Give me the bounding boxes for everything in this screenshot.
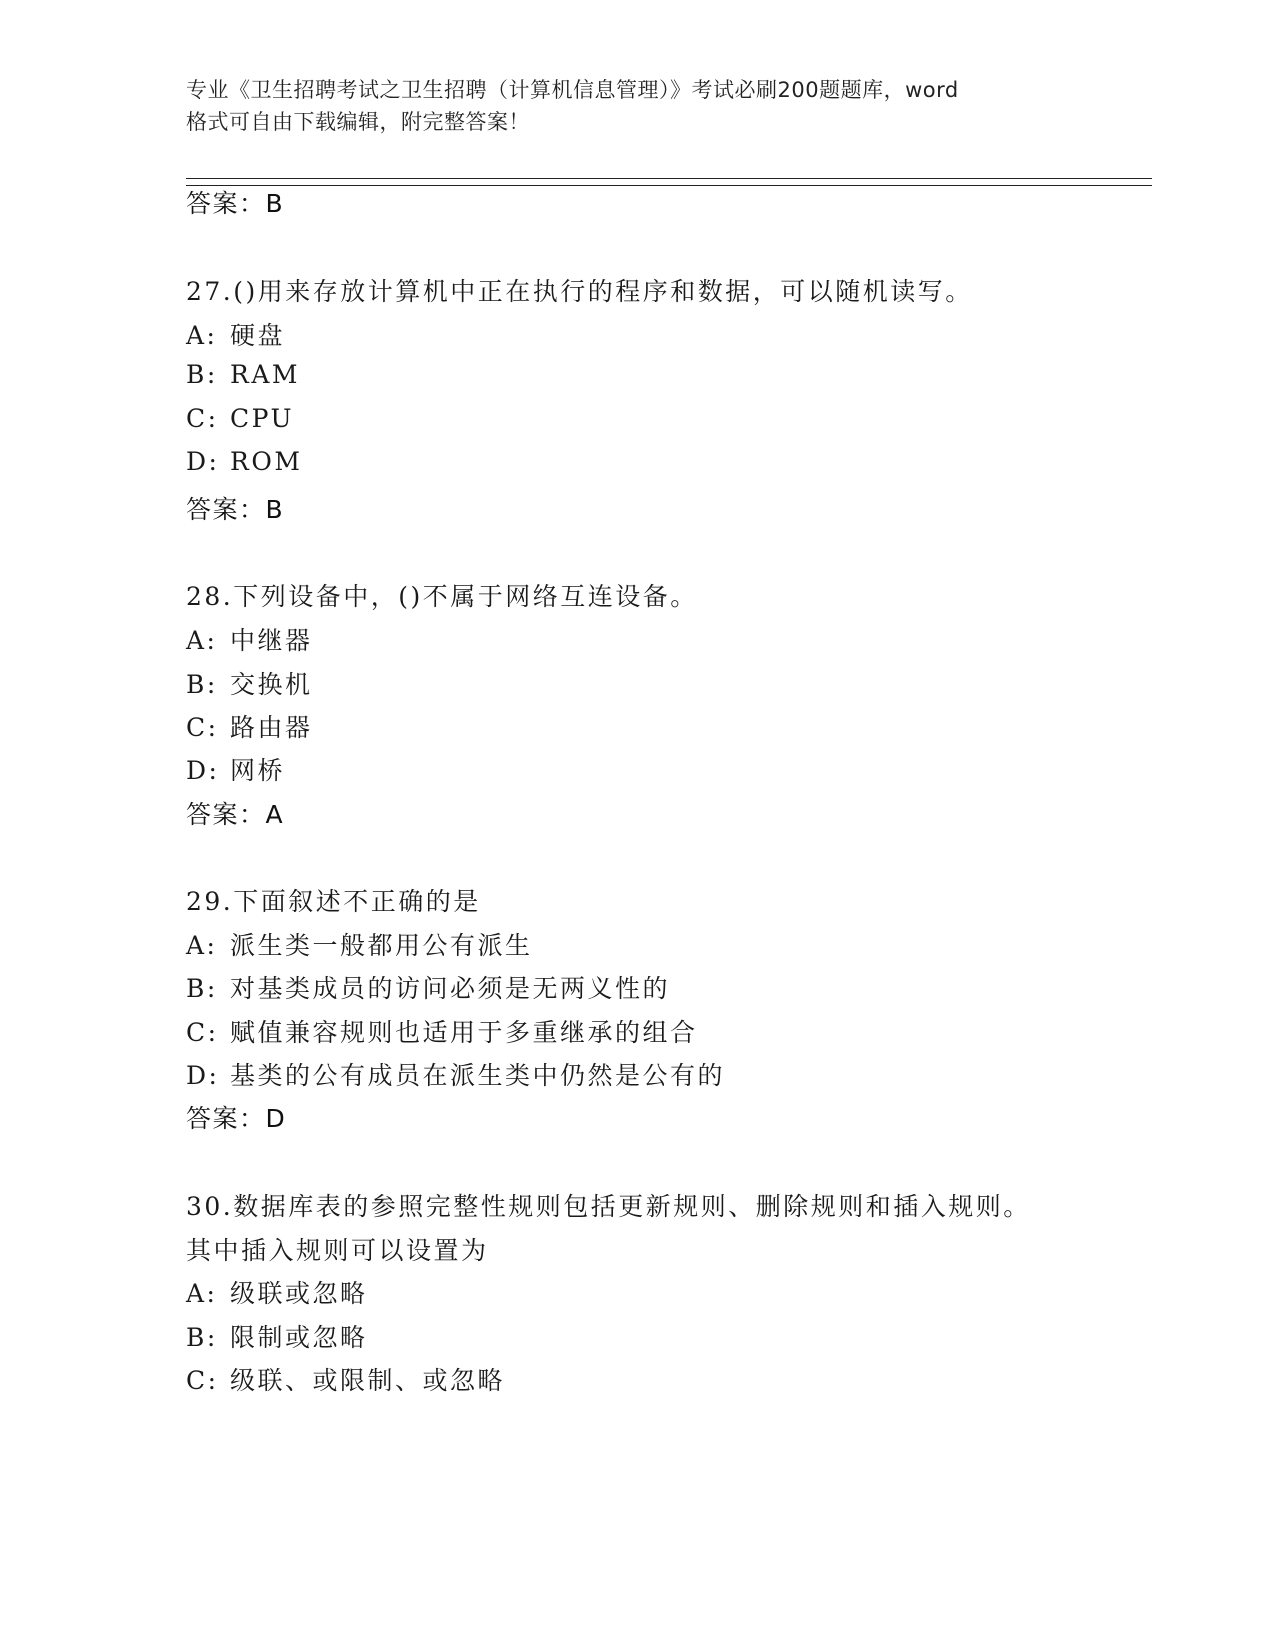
answer-26: 答案：B	[186, 189, 285, 218]
option-key: A:	[186, 321, 218, 350]
option-text: CPU	[230, 404, 295, 433]
option-text: 网桥	[230, 756, 286, 785]
option-key: D:	[186, 1061, 220, 1090]
option-text: RAM	[230, 360, 300, 389]
option-text: 赋值兼容规则也适用于多重继承的组合	[230, 1018, 698, 1047]
question-29-option-b	[186, 969, 670, 1005]
question-27-option-b	[186, 360, 300, 389]
header-line-2: 格式可自由下载编辑，附完整答案！	[186, 110, 530, 134]
question-27-option-d	[186, 447, 302, 476]
question-30-stem: 30.数据库表的参照完整性规则包括更新规则、删除规则和插入规则。	[186, 1192, 1031, 1221]
option-text: 派生类一般都用公有派生	[230, 931, 533, 960]
header-line-1: 专业《卫生招聘考试之卫生招聘（计算机信息管理）》考试必刷200题题库，word	[186, 78, 959, 102]
option-key: A:	[186, 1279, 218, 1308]
option-key: B:	[186, 1323, 218, 1352]
option-text: 限制或忽略	[230, 1323, 368, 1352]
header-divider	[186, 178, 1152, 186]
option-text: 级联、或限制、或忽略	[230, 1366, 506, 1395]
question-29-option-a	[186, 926, 533, 962]
option-key: B:	[186, 360, 218, 389]
option-key: C:	[186, 404, 219, 433]
option-text: 交换机	[230, 670, 313, 699]
question-30-option-a	[186, 1274, 368, 1310]
option-key: D:	[186, 756, 220, 785]
option-text: ROM	[230, 447, 303, 476]
option-key: D:	[186, 447, 220, 476]
answer-29: 答案：D	[186, 1104, 287, 1133]
question-28-option-b	[186, 665, 313, 701]
option-text: 中继器	[230, 626, 313, 655]
question-30-option-b	[186, 1318, 368, 1354]
page-header	[186, 74, 1086, 138]
question-27-option-c	[186, 404, 294, 433]
answer-28: 答案：A	[186, 800, 285, 829]
option-text: 级联或忽略	[230, 1279, 368, 1308]
answer-27: 答案：B	[186, 495, 285, 524]
option-text: 硬盘	[230, 321, 286, 350]
option-key: A:	[186, 626, 218, 655]
option-text: 路由器	[230, 713, 313, 742]
question-29-stem: 29.下面叙述不正确的是	[186, 887, 481, 916]
question-27-stem: 27.()用来存放计算机中正在执行的程序和数据，可以随机读写。	[186, 277, 973, 306]
option-key: C:	[186, 713, 219, 742]
option-key: C:	[186, 1018, 219, 1047]
option-key: B:	[186, 670, 218, 699]
question-28-option-c	[186, 708, 313, 744]
question-29-option-c	[186, 1013, 698, 1049]
question-28-stem: 28.下列设备中，()不属于网络互连设备。	[186, 582, 698, 611]
option-text: 基类的公有成员在派生类中仍然是公有的	[230, 1061, 726, 1090]
question-30-option-c	[186, 1361, 505, 1397]
question-29-option-d	[186, 1056, 725, 1092]
question-30-stem-continued: 其中插入规则可以设置为	[186, 1236, 489, 1265]
question-27-option-a	[186, 316, 285, 352]
question-28-option-d	[186, 751, 285, 787]
option-key: B:	[186, 974, 218, 1003]
option-key: A:	[186, 931, 218, 960]
option-text: 对基类成员的访问必须是无两义性的	[230, 974, 671, 1003]
question-28-option-a	[186, 621, 313, 657]
option-key: C:	[186, 1366, 219, 1395]
